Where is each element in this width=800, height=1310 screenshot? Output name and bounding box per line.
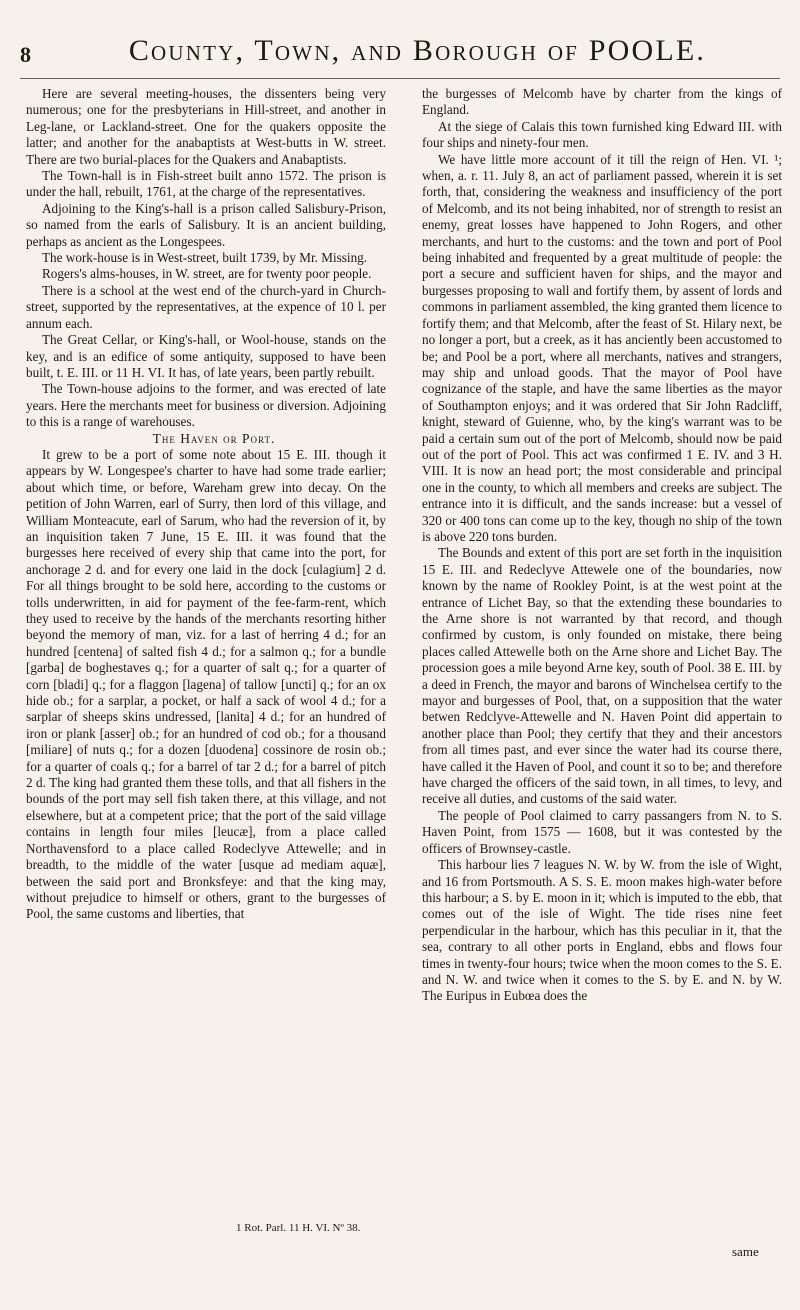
paragraph-port-history: It grew to be a port of some note about 15 E. III. though it appears by W. Longespee's charter to have had some trade earlier; about which time, or before, Wareham grew into decay. On the petition of John Warren, earl of Surry, then lord of this village, and William Monteacute, earl of Sarum, who had the reversion of it, by an inquisition taken 7 June, 15 E. III. it was found that the burgesses here received of every ship that came into the port, for anchorage 2 d. and for every one laid in the dock [culagium] 2 d. For all things brought to be sold here, according to the customs or tolls underwritten, in aid for payment of the fee-farm-rent, which they used to receive by the hands of the merchants resorting hither beyond the memory of man, viz. for a last of herring 4 d.; for an hundred [centena] of salted fish 4 d.; for a salmon q.; for a bundle [garba] de boghestaves q.; for a quarter of salt q.; for a quarter of corn [bladi] q.; for a flaggon [lagena] of tallow [uncti] q.; for an ox hide ob.; for a sarplar, a pocket, or half a sack of wool 4 d.; for a sarplar of sheeps skins undressed, [lanita] 4 d.; for an hundred of iron or plank [asser] ob.; for an hundred of cod ob.; for a thousand [miliare] of nuts q.; for a dozen [duodena] cossinore de rosin ob.; for a quarter of coals q.; for a barrel of tar 2 d.; for a barrel of pitch 2 d. The king had granted them these tolls, and that all fishers in the bounds of the port may sell fish taken there, at this village, and not elsewhere, but at a competent price; that the port of the said village contains in length four miles [leucæ], from a place called Northavensford to a place called Rodeclyve Attewelle; and in breadth, to the middle of the water [usque ad mediam aquæ], between the said port and Bronksfeye: and that the king may, without prejudice to himself or others, grant to the burgesses of Pool, the same customs and liberties, that — [26, 446, 386, 922]
paragraph-school: There is a school at the west end of the church-yard in Church-street, supported by the representatives, at the expence of 10 l. per annum each. — [26, 282, 386, 331]
paragraph-harbour-tides: This harbour lies 7 leagues N. W. by W. from the isle of Wight, and 16 from Portsmouth. A S. S. E. moon makes high-water before this harbour; a S. by E. moon in it; which is imputed to the ebb, that comes out of the isle of Wight. The tide rises nine feet perpendicular in the harbour, which has this peculiar in it, that the sea, contrary to all other ports in England, ebbs and flows four times in twenty-four hours; twice when the moon comes to the S. E. and N. W. and twice when it comes to the S. by E. and N. by W. The Euripus in Eubœa does the — [422, 857, 782, 1004]
catchword: same — [732, 1244, 759, 1259]
header-rule — [20, 78, 780, 79]
right-column — [422, 86, 782, 1005]
paragraph-meeting-houses: Here are several meeting-houses, the dissenters being very numerous; one for the presbyterians in Hill-street, and another in Leg-lane, or Lackland-street. One for the quakers opposite the latter; and another for the anabaptists at West-butts in W. street. There are two burial-places for the Quakers and Anabaptists. — [26, 86, 386, 167]
left-column — [26, 86, 386, 923]
paragraph-alms-houses: Rogers's alms-houses, in W. street, are for twenty poor people. — [42, 266, 372, 282]
footnote: 1 Rot. Parl. 11 H. VI. Nº 38. — [236, 1222, 361, 1234]
paragraph-town-house: The Town-house adjoins to the former, and was erected of late years. Here the merchants meet for business or diversion. Adjoining to this is a range of warehouses. — [26, 381, 386, 430]
page-number: 8 — [20, 42, 31, 67]
running-head: County, Town, and Borough of POOLE. — [128, 34, 707, 67]
paragraph-salisbury-prison: Adjoining to the King's-hall is a prison called Salisbury-Prison, so named from the earls of Salisbury. It is an ancient building, perhaps as ancient as the Longespees. — [26, 200, 386, 249]
paragraph-continuation: the burgesses of Melcomb have by charter from the kings of England. — [422, 86, 782, 118]
section-title: The Haven or Port. — [152, 430, 276, 446]
paragraph-henry-vi: We have little more account of it till the reign of Hen. VI. ¹; when, a. r. 11. July 8, an act of parliament passed, wherein it is set forth, that, considering the weakness and insufficiency of the port of Melcomb, and its not being inhabited, nor of strength to resist an enemy, great losses have happened to John Rogers, and other merchants, and hurt to the customs: and the town and port of Pool being inhabited and frequented by a great multitude of people: the port a secure and sufficient haven for ships, and the mayor and burgesses proposing to wall and fortify them, by assent of lords and commons in parliament assembled, the king granted them licence to fortify them; and that Melcomb, after the feast of St. Hilary next, be no longer a port, but a creek, as it has anciently been accustomed to be; and Pool be a port, where all merchants, natives and strangers, may ship and unload goods. That the mayor of Pool have cognizance of the staple, and have the same liberties as the mayor of Southampton enjoys; and it was ordered that Sir John Radcliff, knight, steward of Guienne, who, by the king's warrant was to be paid a certain sum out of the port of Melcomb, should now be paid out of the port of Pool. This act was confirmed 1 E. IV. and 3 H. VIII. It is now an head port; the most considerable and principal one in the county, to which all members and creeks are subject. The entrance into it is difficult, and the sands increase: but a vessel of 320 or 400 tons can come up to the key, though no ship of the town is above 220 tons burden. — [422, 151, 782, 544]
paragraph-bounds: The Bounds and extent of this port are set forth in the inquisition 15 E. III. and Redeclyve Attewele one of the boundaries, now known by the name of Rookley Point, is at the west point at the entrance of Lichet Bay, so that the extending these boundaries to the Arne shore is not warranted by that record, and though confirmed by custom, is only founded on mistake, there being places called Attewelle both on the Arne shore and Lichet Bay. The procession goes a mile beyond Arne key, south of Pool. 38 E. III. by a deed in French, the mayor and barons of Winchelsea certify to the mayor and burgesses of Pool, that, on a supposition that the water betwen Redclyve-Attewelle and N. Haven Point did appertain to another place than Pool; they certify that they and their ancestors from all times past, and ever since the water had its course there, have called it the Haven of Pool, and count it so to be; and therefore have charged the officers of the said town, in all times, to levy, and receive all duties, and customs of the said water. — [422, 545, 782, 807]
paragraph-town-hall: The Town-hall is in Fish-street built anno 1572. The prison is under the hall, rebuilt, 1761, at the charge of the representatives. — [26, 168, 386, 200]
paragraph-work-house: The work-house is in West-street, built 1739, by Mr. Missing. — [42, 250, 368, 266]
paragraph-passengers: The people of Pool claimed to carry passangers from N. to S. Haven Point, from 1575 — 1608, but it was contested by the officers of Brownsey-castle. — [422, 807, 782, 856]
paragraph-great-cellar: The Great Cellar, or King's-hall, or Wool-house, stands on the key, and is an edifice of some antiquity, supposed to have been built, t. E. III. or 11 H. VI. It has, of late years, been partly rebuilt. — [26, 332, 386, 380]
paragraph-calais: At the siege of Calais this town furnished king Edward III. with four ships and ninety-four men. — [422, 118, 782, 151]
